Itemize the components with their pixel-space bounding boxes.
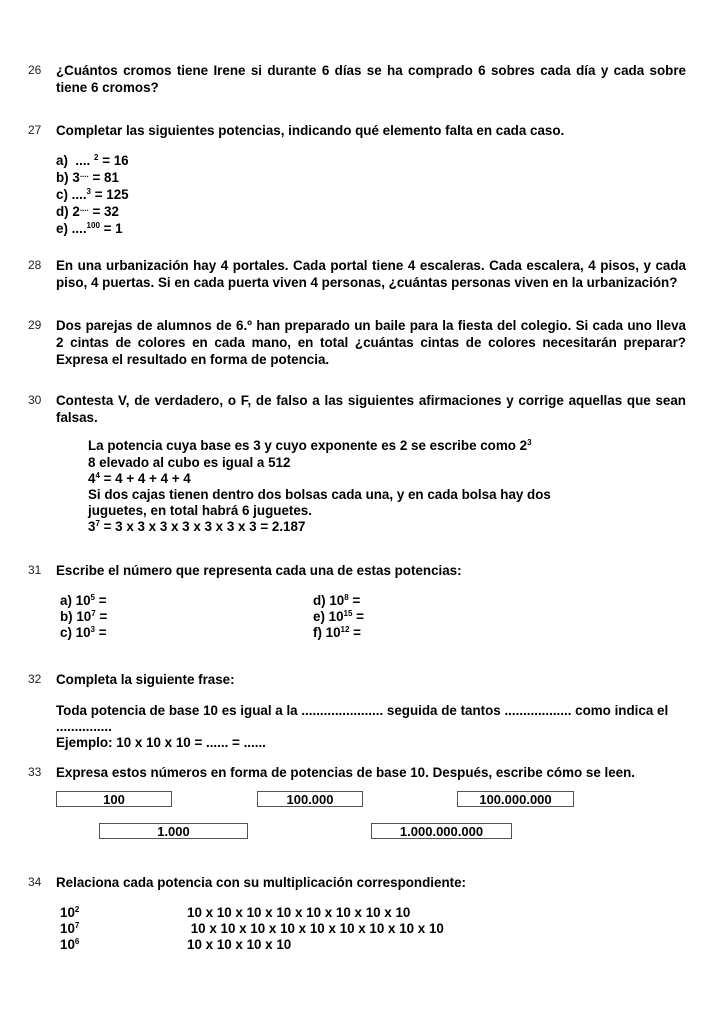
fill-in-sentence: Toda potencia de base 10 es igual a la ...................... seguida de tantos .................. como indica el — [56, 703, 669, 718]
example-line: Ejemplo: 10 x 10 x 10 = ...... = ...... — [56, 735, 266, 750]
number-box: 100.000.000 — [457, 791, 574, 807]
question-text: Escribe el número que representa cada una de estas potencias: — [56, 563, 462, 578]
power-item-d: d) 2.... = 32 — [56, 204, 119, 219]
question-text: Relaciona cada potencia con su multiplicación correspondiente: — [56, 875, 466, 890]
statement-5: $3^7 = 3$ x 3 x 3 x 3 x 3 x 3 x 3 = 2.187 — [88, 519, 306, 534]
question-number: 28 — [28, 258, 42, 272]
question-text: Dos parejas de alumnos de 6.º han preparado un baile para la fiesta del colegio. Si cada uno lleva 2 cintas de colores en cada mano, en total ¿cuántas cintas de colores necesitarán preparar? Expresa el resultado en forma de potencia. — [56, 318, 686, 367]
question-number: 26 — [28, 63, 42, 77]
statement-4a: Si dos cajas tienen dentro dos bolsas cada una, y en cada bolsa hay dos — [88, 487, 551, 502]
power-item-e: e) $10^{15}$ = — [313, 609, 364, 624]
question-number: 29 — [28, 318, 42, 332]
question-number: 32 — [28, 672, 42, 686]
power-item-d: d) $10^8$ = — [313, 593, 361, 608]
question-text: Contesta V, de verdadero, o F, de falso a las siguientes afirmaciones y corrige aquellas que sean falsas. — [56, 393, 686, 425]
question-number: 33 — [28, 765, 42, 779]
question-text: En una urbanización hay 4 portales. Cada portal tiene 4 escaleras. Cada escalera, 4 pisos, y cada piso, 4 puertas. Si en cada puerta viven 4 personas, ¿cuántas personas viven en la urbanización? — [56, 258, 686, 290]
power-item-b: b) 3.... = 81 — [56, 170, 119, 185]
statement-3: $4^4 = 4 + 4 + 4 + 4$ — [88, 471, 191, 486]
number-box: 100.000 — [257, 791, 363, 807]
power-item: $10^6$ — [60, 937, 80, 952]
power-item-c: c) ....$^3$ = 125 — [56, 187, 129, 202]
power-item-f: f) $10^{12}$ = — [313, 625, 361, 640]
power-item-b: b) $10^7$ = — [60, 609, 108, 624]
power-item-e: e) ....$^{100}$ = 1 — [56, 221, 123, 236]
multiplication-item: 10 x 10 x 10 x 10 — [187, 937, 292, 952]
question-number: 27 — [28, 123, 42, 137]
question-number: 34 — [28, 875, 42, 889]
fill-in-sentence-cont: ............... — [56, 719, 112, 734]
multiplication-item: 10 x 10 x 10 x 10 x 10 x 10 x 10 x 10 x 10 — [187, 921, 444, 936]
number-box: 1.000 — [99, 823, 248, 839]
question-number: 31 — [28, 563, 42, 577]
question-text: ¿Cuántos cromos tiene Irene si durante 6 días se ha comprado 6 sobres cada día y cada sobre tiene 6 cromos? — [56, 63, 686, 95]
power-item-a: a) .... $^2$ = 16 — [56, 153, 129, 168]
question-text: Expresa estos números en forma de potencias de base 10. Después, escribe cómo se leen. — [56, 765, 636, 780]
power-item: $10^7$ — [60, 921, 80, 936]
question-text: Completa la siguiente frase: — [56, 672, 235, 687]
statement-2: 8 elevado al cubo es igual a 512 — [88, 455, 291, 470]
number-box: 100 — [56, 791, 172, 807]
question-text: Completar las siguientes potencias, indicando qué elemento falta en cada caso. — [56, 123, 565, 138]
power-item-a: a) $10^5$ = — [60, 593, 107, 608]
question-number: 30 — [28, 393, 42, 407]
multiplication-item: 10 x 10 x 10 x 10 x 10 x 10 x 10 x 10 — [187, 905, 411, 920]
power-item: $10^2$ — [60, 905, 80, 920]
statement-4b: juguetes, en total habrá 6 juguetes. — [88, 503, 312, 518]
statement-1: La potencia cuya base es 3 y cuyo exponente es 2 se escribe como $2^3$ — [88, 438, 532, 453]
power-item-c: c) $10^3$ = — [60, 625, 107, 640]
number-box: 1.000.000.000 — [371, 823, 512, 839]
